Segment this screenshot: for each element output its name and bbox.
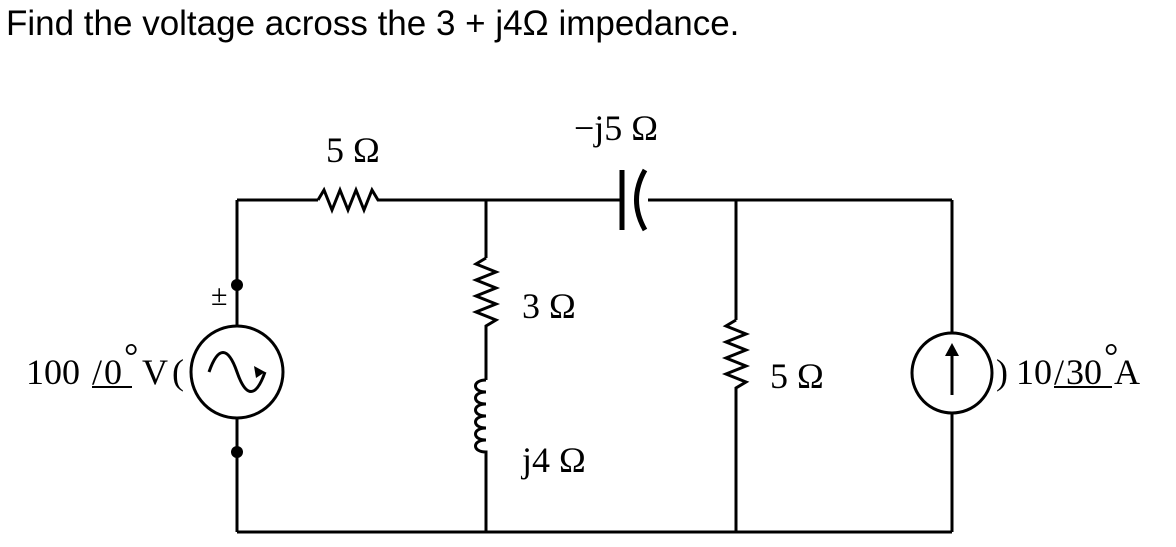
circuit-wires [237, 200, 952, 532]
vsource-unit: V [142, 352, 168, 392]
vsource-slash: / [92, 352, 103, 392]
isource-unit: A [1114, 352, 1140, 392]
isource-angle: 30 [1066, 352, 1102, 392]
isource-label [996, 336, 1140, 392]
vsource-angle: 0 [104, 352, 122, 392]
vsource-polarity: ± [211, 279, 228, 312]
vsource-label [26, 336, 184, 392]
isource-degree: ° [1104, 336, 1119, 376]
resistor-3-ohm [476, 258, 496, 330]
question-text: Find the voltage across the 3 + j4Ω impedance. [6, 4, 740, 43]
r1-label: 5 Ω [326, 130, 380, 170]
r2-label: 3 Ω [522, 286, 576, 326]
inductor-symbol [476, 380, 487, 458]
cap-label: −j5 Ω [574, 108, 659, 148]
current-source [912, 333, 992, 413]
vsource-paren: ( [172, 352, 184, 392]
r3-label: 5 Ω [770, 356, 824, 396]
isource-slash: / [1054, 352, 1065, 392]
inductor-label: j4 Ω [522, 440, 586, 480]
vsource-degree: ° [124, 336, 139, 376]
capacitor-symbol [622, 170, 645, 230]
isource-paren: ) [996, 352, 1008, 392]
resistor-5-ohm-right [726, 320, 746, 392]
resistor-5-ohm-top [318, 190, 382, 210]
vsource-magnitude: 100 [26, 352, 80, 392]
isource-magnitude: 10 [1016, 352, 1052, 392]
